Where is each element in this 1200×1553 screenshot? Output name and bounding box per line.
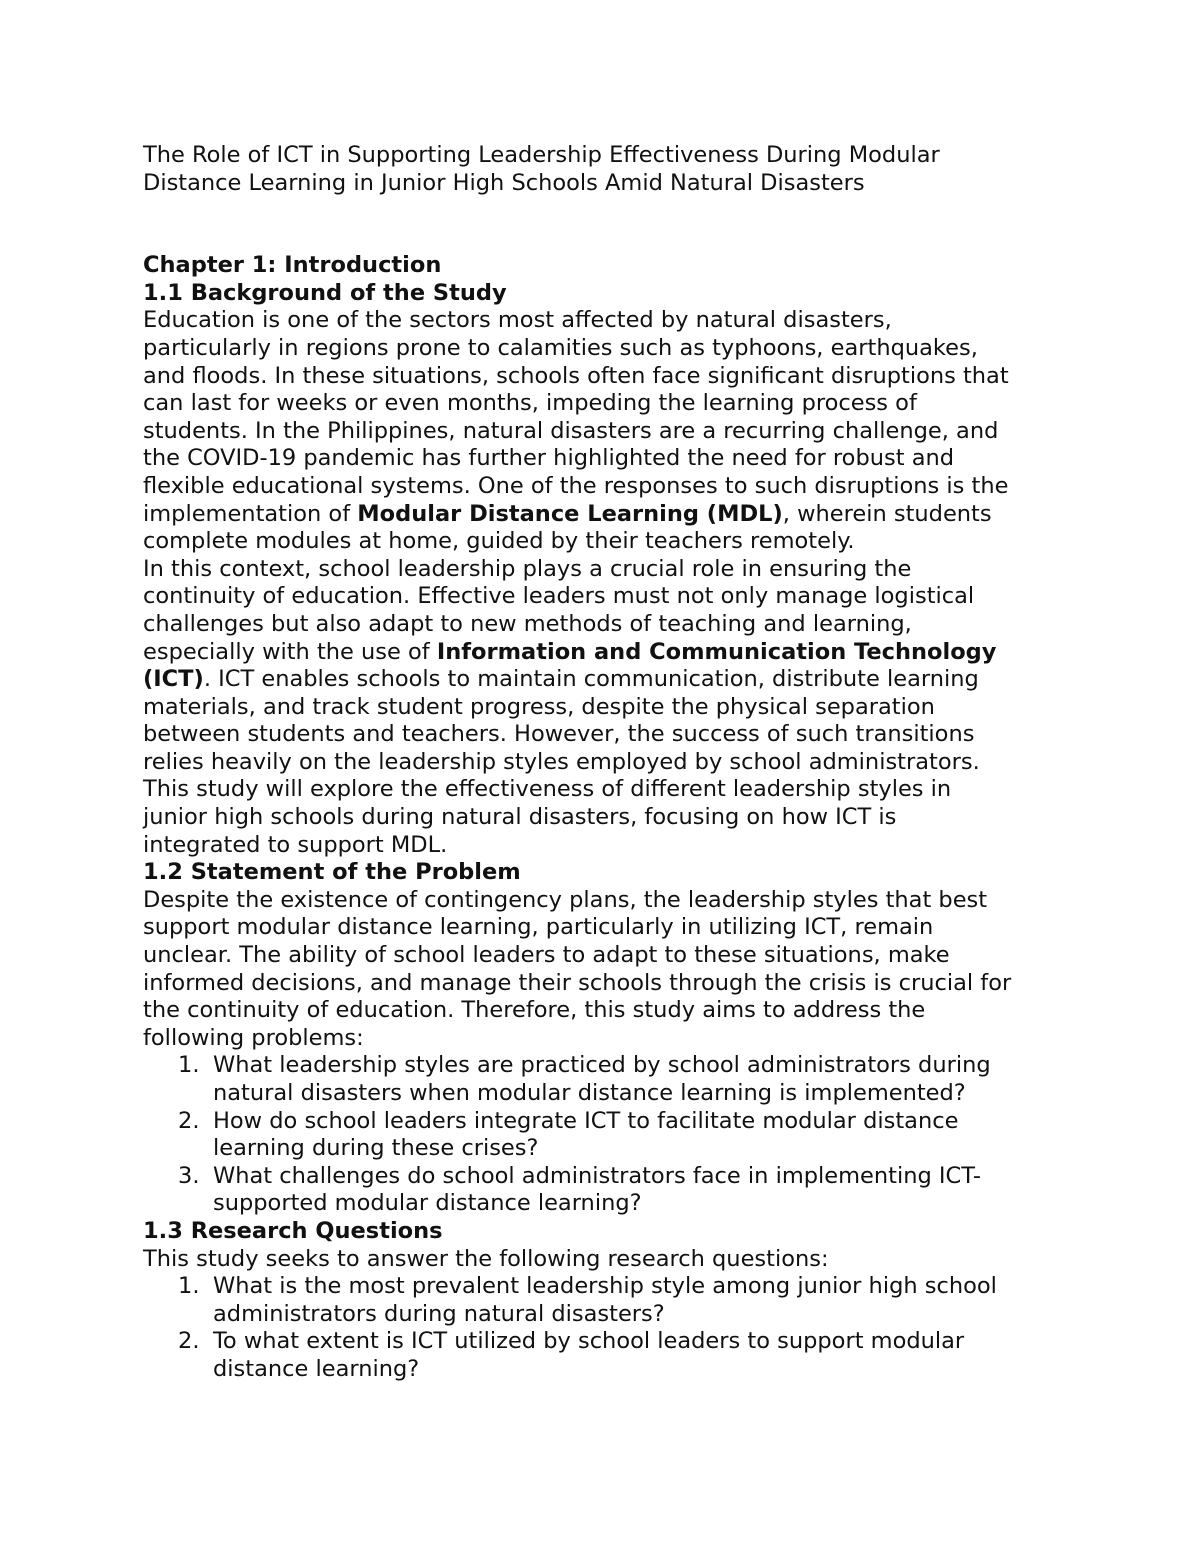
chapter-heading: Chapter 1: Introduction [143, 252, 442, 279]
text-line [143, 639, 1058, 667]
text-line: What is the most prevalent leadership style among junior high school [213, 1273, 997, 1300]
text-line: the continuity of education. Therefore, this study aims to address the [143, 997, 926, 1024]
list-number: 3. [178, 1162, 200, 1189]
text-line: flexible educational systems. One of the responses to such disruptions is the [143, 472, 1009, 499]
list-item [143, 1052, 1058, 1107]
problem-intro [143, 887, 1058, 1053]
list-item [143, 1273, 1058, 1328]
bold-term-ict-abbr: (ICT) [143, 666, 204, 693]
text-line: administrators during natural disasters? [213, 1300, 665, 1327]
text-line: unclear. The ability of school leaders to adapt to these situations, make [143, 942, 950, 969]
text-line: integrated to support MDL. [143, 831, 448, 858]
text-run: , wherein students [782, 500, 992, 527]
section-heading-research-questions: 1.3 Research Questions [143, 1217, 443, 1244]
text-line: the COVID-19 pandemic has further highlighted the need for robust and [143, 445, 955, 472]
text-line: junior high schools during natural disasters, focusing on how ICT is [143, 804, 897, 831]
text-line: students. In the Philippines, natural disasters are a recurring challenge, and [143, 417, 999, 444]
text-line: following problems: [143, 1024, 364, 1051]
list-number: 1. [178, 1273, 200, 1300]
text-line: supported modular distance learning? [213, 1190, 642, 1217]
text-line: distance learning? [213, 1355, 420, 1382]
title-line: Distance Learning in Junior High Schools Amid Natural Disasters [143, 169, 865, 196]
text-run: . ICT enables schools to maintain communication, distribute learning [203, 666, 979, 693]
text-line: informed decisions, and manage their schools through the crisis is crucial for [143, 969, 1012, 996]
title-line: The Role of ICT in Supporting Leadership Effectiveness During Modular [143, 142, 940, 168]
text-run: implementation of [143, 500, 358, 527]
document-title [143, 142, 1058, 197]
bold-term-ict: Information and Communication Technology [436, 638, 997, 665]
text-line: can last for weeks or even months, impeding the learning process of [143, 390, 917, 417]
text-line: This study will explore the effectiveness of different leadership styles in [143, 776, 952, 803]
text-line: This study seeks to answer the following research questions: [143, 1245, 829, 1272]
background-paragraph-1 [143, 307, 1058, 555]
text-line: challenges but also adapt to new methods of teaching and learning, [143, 610, 912, 637]
text-line [143, 666, 1058, 694]
text-line: How do school leaders integrate ICT to facilitate modular distance [213, 1107, 959, 1134]
text-line: In this context, school leadership plays a crucial role in ensuring the [143, 555, 912, 582]
text-line: relies heavily on the leadership styles employed by school administrators. [143, 748, 980, 775]
text-line: Education is one of the sectors most affected by natural disasters, [143, 307, 892, 334]
text-line: and floods. In these situations, schools often face significant disruptions that [143, 362, 1009, 389]
text-line: continuity of education. Effective leaders must not only manage logistical [143, 583, 975, 610]
list-number: 2. [178, 1328, 200, 1355]
text-line: natural disasters when modular distance learning is implemented? [213, 1080, 966, 1106]
bold-term-mdl: Modular Distance Learning (MDL) [357, 500, 783, 527]
text-line: learning during these crises? [213, 1135, 539, 1162]
text-run: especially with the use of [143, 638, 437, 665]
list-number: 2. [178, 1107, 200, 1134]
text-line: materials, and track student progress, despite the physical separation [143, 693, 935, 720]
research-questions-list [143, 1273, 1058, 1383]
text-line: What challenges do school administrators face in implementing ICT- [213, 1162, 982, 1189]
text-line: support modular distance learning, particularly in utilizing ICT, remain [143, 914, 934, 941]
text-line: complete modules at home, guided by their teachers remotely. [143, 528, 855, 555]
section-heading-background: 1.1 Background of the Study [143, 279, 507, 306]
list-item [143, 1328, 1058, 1383]
problem-list [143, 1052, 1058, 1218]
background-paragraph-2 [143, 556, 1058, 860]
text-line: What leadership styles are practiced by school administrators during [213, 1052, 991, 1079]
section-heading-problem: 1.2 Statement of the Problem [143, 859, 521, 886]
list-item [143, 1108, 1058, 1163]
document-page [143, 142, 1058, 1384]
text-line [143, 501, 1058, 529]
text-line: Despite the existence of contingency plans, the leadership styles that best [143, 886, 988, 913]
research-questions-intro [143, 1246, 1058, 1274]
text-line: To what extent is ICT utilized by school leaders to support modular [213, 1328, 965, 1355]
text-line: particularly in regions prone to calamities such as typhoons, earthquakes, [143, 334, 978, 361]
list-item [143, 1163, 1058, 1218]
text-line: between students and teachers. However, the success of such transitions [143, 721, 975, 748]
list-number: 1. [178, 1052, 200, 1079]
